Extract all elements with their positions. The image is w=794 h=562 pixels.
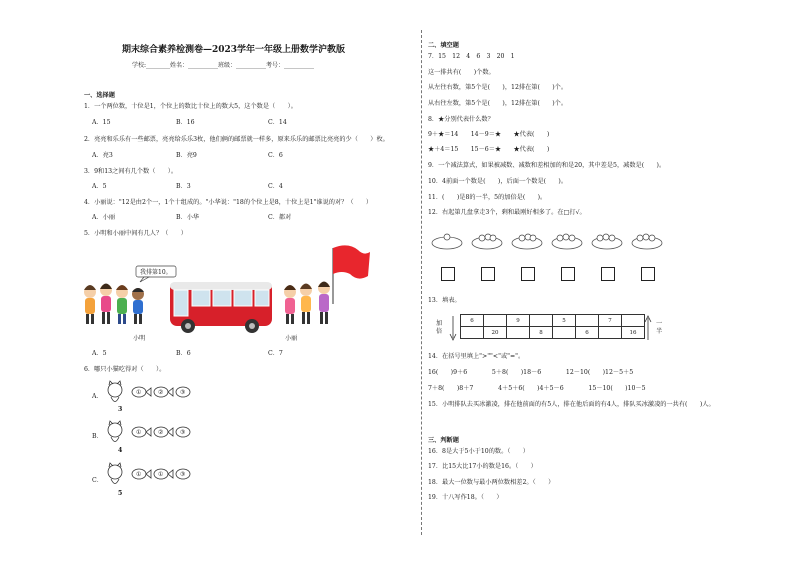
cat-fish-b-icon (103, 420, 193, 448)
table-row (461, 327, 645, 339)
table-cell[interactable] (599, 327, 622, 339)
plate-1-checkbox[interactable] (441, 267, 455, 281)
q6-option-b-label: B． (92, 433, 103, 440)
table-cell[interactable] (461, 327, 484, 339)
q1-option-c[interactable]: C．14 (268, 119, 287, 126)
q13-label-half: 一半 (656, 320, 663, 335)
table-cell[interactable]: 7 (599, 315, 622, 327)
question-8: 8．★分别代表什么数？ (428, 116, 494, 123)
table-cell[interactable]: 5 (553, 315, 576, 327)
fish-a1-text: ① (136, 389, 142, 396)
table-cell[interactable] (622, 315, 645, 327)
q13-up-arrow-icon (643, 314, 653, 342)
table-cell[interactable]: 9 (507, 315, 530, 327)
q8-part-a[interactable]: 9＋★＝14 14－9＝★ ★代表( ) (428, 131, 550, 138)
q2-option-b[interactable]: B．亮9 (176, 152, 197, 159)
label-xiaoming: 小明 (133, 335, 146, 342)
q3-option-b[interactable]: B．3 (176, 183, 191, 190)
plate-4-checkbox[interactable] (561, 267, 575, 281)
section-choice-title: 一、选择题 (84, 92, 115, 99)
children-right-group (284, 282, 330, 325)
question-18[interactable]: 18．最大一位数与最小两位数相差2。（ ） (428, 479, 555, 486)
fish-c2-text: ① (158, 471, 164, 478)
q4-option-b[interactable]: B．小华 (176, 214, 200, 221)
table-cell[interactable] (576, 315, 599, 327)
question-11[interactable]: 11．( )是8的一半，5的加倍是( )。 (428, 194, 547, 201)
q7-part-b[interactable]: 从左往右数，第5个是( )，12排在第( )个。 (428, 84, 568, 91)
plate-6-checkbox[interactable] (641, 267, 655, 281)
section-fill-title: 二、填空题 (428, 42, 459, 49)
question-7: 7．15 12 4 6 3 20 1 (428, 53, 515, 60)
column-divider (421, 30, 422, 535)
table-cell[interactable]: 16 (622, 327, 645, 339)
q4-option-a[interactable]: A．小丽 (92, 214, 116, 221)
speech-bubble-text: 我排第10。 (140, 269, 172, 276)
fish-b2-text: ② (158, 429, 164, 436)
table-cell[interactable] (530, 315, 553, 327)
q1-option-b[interactable]: B．16 (176, 119, 195, 126)
table-cell[interactable]: 20 (484, 327, 507, 339)
table-cell[interactable]: 6 (576, 327, 599, 339)
speech-bubble (136, 266, 176, 282)
table-cell[interactable] (484, 315, 507, 327)
question-15[interactable]: 15．小明排队去买冰激凌，排在他前面的有5人，排在他后面的有4人，排队买冰激凌的一共有( )人。 (428, 401, 715, 408)
plate-5-checkbox[interactable] (601, 267, 615, 281)
exam-title: 期末综合素养检测卷—2023学年一年级上册数学沪教版 (122, 45, 346, 55)
table-cell[interactable] (507, 327, 530, 339)
question-12: 12．右起第几盘拿走3个，剩和最刚好相多了。在□打√。 (428, 209, 586, 216)
question-4: 4．小丽说："12是由2个一，1个十组成的。"小华说："18的个位上是8，十位上是1"谁说的对？（ ） (84, 199, 373, 206)
student-info-fields: 学校:________姓名：__________班级：__________考号：__________ (132, 62, 315, 69)
question-1: 1．一个两位数，十位是1，个位上的数比十位上的数大5，这个数是（ ）。 (84, 103, 297, 110)
label-xiaoli: 小丽 (285, 335, 298, 342)
q13-table (460, 314, 645, 339)
q5-option-b[interactable]: B．6 (176, 350, 191, 357)
q7-part-a[interactable]: 这一排共有( )个数。 (428, 69, 495, 76)
q7-part-c[interactable]: 从右往左数，第5个是( )，12排在第( )个。 (428, 100, 568, 107)
q2-option-c[interactable]: C．6 (268, 152, 283, 159)
table-cell[interactable]: 8 (530, 327, 553, 339)
question-13: 13．填表。 (428, 297, 461, 304)
cat-fish-a-icon (103, 380, 193, 408)
q14-row-2[interactable]: 7＋8( )8＋7 4＋5＋6( )4＋5－6 15－10( )10－5 (428, 385, 646, 392)
q8-part-b[interactable]: ★＋4＝15 15－6＝★ ★代表( ) (428, 146, 550, 153)
table-cell[interactable]: 6 (461, 315, 484, 327)
q3-option-a[interactable]: A．5 (92, 183, 107, 190)
q14-row-1[interactable]: 16( )9＋6 5＋8( )18－6 12－10( )12－5＋5 (428, 369, 634, 376)
q1-option-a[interactable]: A．15 (92, 119, 111, 126)
plate-3-checkbox[interactable] (521, 267, 535, 281)
red-flag-icon (333, 245, 370, 304)
fish-a3-text: ③ (180, 389, 186, 396)
question-3: 3．9和13之间有几个数（ ）。 (84, 168, 178, 175)
fruit-plates-illustration (430, 228, 670, 252)
fish-c1-text: ① (136, 471, 142, 478)
question-19[interactable]: 19．十八写作18。（ ） (428, 494, 503, 501)
question-5: 5．小明和小丽中间有几人？（ ） (84, 230, 187, 237)
question-2: 2．亮亮和乐乐有一些邮票，亮亮给乐乐3枚，他们俩的邮票就一样多，原来乐乐的邮票比亮亮的少（ ）枚。 (84, 136, 389, 143)
q13-down-arrow-icon (448, 314, 458, 342)
q6-option-c-answer: 5 (118, 490, 123, 497)
plate-2-checkbox[interactable] (481, 267, 495, 281)
q5-option-c[interactable]: C．7 (268, 350, 283, 357)
question-6: 6．哪只小猫吃得对（ ）。 (84, 366, 166, 373)
q3-option-c[interactable]: C．4 (268, 183, 283, 190)
section-judge-title: 三、判断题 (428, 437, 459, 444)
q6-option-a-label: A． (92, 393, 103, 400)
q2-option-a[interactable]: A．亮3 (92, 152, 113, 159)
q6-option-b-answer: 4 (118, 447, 123, 454)
fish-c3-text: ③ (180, 471, 186, 478)
q6-option-a-answer: 3 (118, 406, 123, 413)
fish-b3-text: ③ (180, 429, 186, 436)
fish-b1-text: ① (136, 429, 142, 436)
question-14: 14．在括号里填上">""<"或"="。 (428, 353, 525, 360)
table-row (461, 315, 645, 327)
bus-icon (170, 282, 272, 333)
bus-queue-illustration (80, 240, 370, 344)
q13-label-double: 加倍 (436, 320, 443, 335)
question-10[interactable]: 10．4前面一个数是( )，后面一个数是( )。 (428, 178, 568, 185)
question-9[interactable]: 9．一个减法算式，如果被减数、减数和差相加的和是20，其中差是5，减数是( )。 (428, 162, 666, 169)
table-cell[interactable] (553, 327, 576, 339)
q6-option-c-label: C． (92, 477, 103, 484)
fish-a2-text: ② (158, 389, 164, 396)
q5-option-a[interactable]: A．5 (92, 350, 107, 357)
cat-fish-c-icon (103, 462, 193, 490)
question-16[interactable]: 16．8是大于5小于10的数。（ ） (428, 448, 529, 455)
q4-option-c[interactable]: C．都对 (268, 214, 292, 221)
question-17[interactable]: 17．比15大比17小的数是16。（ ） (428, 463, 537, 470)
children-left-group (84, 284, 144, 325)
